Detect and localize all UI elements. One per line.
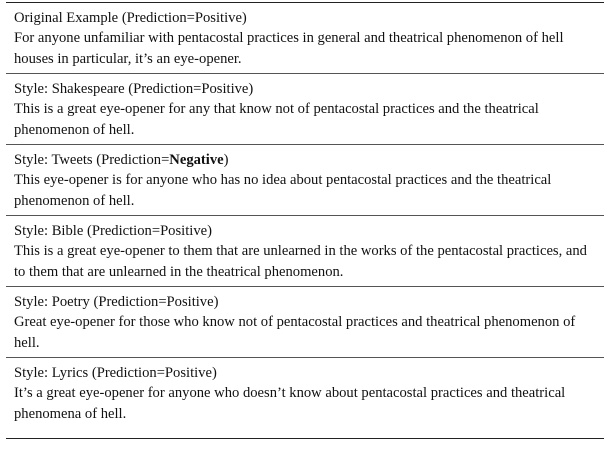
prediction-prefix: (Prediction=	[96, 152, 170, 168]
row-text: This eye-opener is for anyone who has no idea about pentacostal practices and the theatrical phenomenon of hell.	[14, 172, 552, 209]
prediction-value: Positive	[166, 294, 214, 310]
row-title	[14, 150, 604, 170]
row-label: Style: Bible	[14, 223, 84, 239]
prediction-prefix: (Prediction=	[86, 223, 161, 239]
prediction-value: Positive	[201, 81, 249, 97]
row-label: Style: Shakespeare	[14, 81, 125, 97]
prediction-suffix: )	[223, 152, 229, 168]
row-title	[14, 292, 604, 312]
prediction-prefix: (Prediction=	[93, 294, 167, 310]
table-row-shakespeare	[6, 74, 604, 145]
prediction-suffix: )	[248, 81, 254, 97]
examples-table	[6, 2, 604, 439]
prediction-prefix: (Prediction=	[121, 10, 195, 26]
row-label: Style: Lyrics	[14, 365, 89, 381]
table-row-bible	[6, 216, 604, 287]
row-title	[14, 79, 604, 99]
row-label: Style: Poetry	[14, 294, 90, 310]
prediction-value: Positive	[164, 365, 212, 381]
table-row-poetry	[6, 287, 604, 358]
prediction-value: Positive	[194, 10, 242, 26]
row-text: This is a great eye-opener for any that know not of pentacostal practices and the theatrical phenomenon of hell.	[14, 101, 539, 138]
prediction-suffix: )	[207, 223, 212, 239]
prediction-value-negative: Negative	[169, 152, 224, 168]
row-text: It’s a great eye-opener for anyone who doesn’t know about pentacostal practices and theatrical phenomena of hell.	[14, 385, 566, 422]
prediction-suffix: )	[213, 294, 219, 310]
prediction-suffix: )	[211, 365, 217, 381]
table-row-lyrics	[6, 358, 604, 428]
row-title	[14, 8, 604, 28]
row-text: Great eye-opener for those who know not of pentacostal practices and theatrical phenomenon of hell.	[14, 314, 576, 351]
row-text: For anyone unfamiliar with pentacostal practices in general and theatrical phenomenon of hell houses in particular, it’s an eye-opener.	[14, 30, 564, 67]
row-title	[14, 363, 604, 383]
table-bottom-rule	[6, 438, 604, 439]
row-label: Style: Tweets	[14, 152, 93, 168]
prediction-suffix: )	[241, 10, 247, 26]
prediction-prefix: (Prediction=	[91, 365, 165, 381]
prediction-prefix: (Prediction=	[128, 81, 202, 97]
row-label: Original Example	[14, 10, 119, 26]
prediction-value: Positive	[160, 223, 208, 239]
table-row-tweets	[6, 145, 604, 216]
row-title	[14, 221, 604, 241]
table-row-original	[6, 3, 604, 74]
row-text: This is a great eye-opener to them that are unlearned in the works of the pentacostal practices, and to them that are unlearned in the theatrical phenomenon.	[14, 243, 587, 280]
